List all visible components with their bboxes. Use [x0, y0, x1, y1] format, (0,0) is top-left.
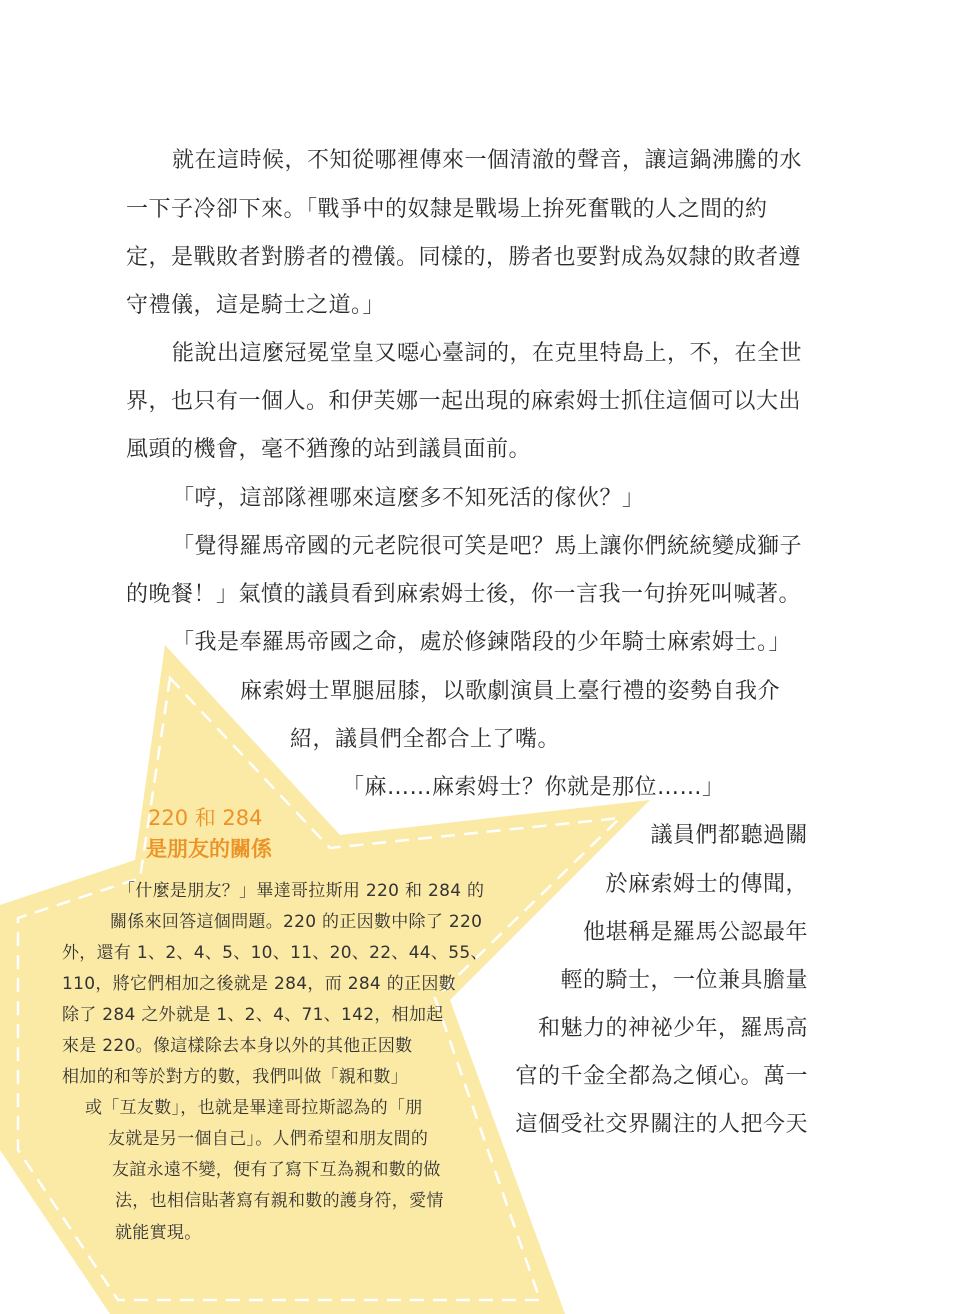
sidebar-text-line: 110，將它們相加之後就是 284，而 284 的正因數 — [62, 974, 456, 994]
sidebar-text-line: 「什麼是朋友？」畢達哥拉斯用 220 和 284 的 — [118, 881, 485, 901]
story-line: 界，也只有一個人。和伊芙娜一起出現的麻索姆士抓住這個可以大出 — [126, 389, 802, 414]
sidebar-text-line: 或「互友數」，也就是畢達哥拉斯認為的「朋 — [85, 1098, 423, 1118]
sidebar-text-line: 友誼永遠不變，便有了寫下互為親和數的做 — [112, 1160, 441, 1180]
story-line: 一下子冷卻下來。「戰爭中的奴隸是戰場上拚死奮戰的人之間的約 — [126, 197, 768, 222]
story-line: 和魅力的神祕少年，羅馬高 — [537, 1016, 808, 1041]
sidebar-text-line: 關係來回答這個問題。220 的正因數中除了 220 — [110, 912, 483, 932]
sidebar-text-line: 除了 284 之外就是 1、2、4、71、142，相加起 — [62, 1005, 444, 1025]
story-line: 就在這時候，不知從哪裡傳來一個清澈的聲音，讓這鍋沸騰的水 — [172, 148, 803, 173]
story-line: 議員們都聽過關 — [650, 823, 808, 848]
sidebar-text-line: 就能實現。 — [115, 1223, 202, 1243]
sidebar-text-line: 外，還有 1、2、4、5、10、11、20、22、44、55、 — [62, 943, 488, 963]
story-line: 「哼，這部隊裡哪來這麼多不知死活的傢伙？」 — [172, 486, 645, 511]
sidebar-text-line: 相加的和等於對方的數，我們叫做「親和數」 — [62, 1067, 408, 1087]
story-line: 他堪稱是羅馬公認最年 — [582, 920, 808, 945]
story-line: 麻索姆士單腿屈膝，以歌劇演員上臺行禮的姿勢自我介 — [240, 679, 781, 704]
story-line: 的晚餐！」氣憤的議員看到麻索姆士後，你一言我一句拚死叫喊著。 — [126, 582, 802, 607]
story-line: 這個受社交界關注的人把今天 — [515, 1112, 808, 1137]
story-line: 輕的騎士，一位兼具膽量 — [560, 968, 808, 993]
story-line: 「我是奉羅馬帝國之命，處於修鍊階段的少年騎士麻索姆士。」 — [172, 630, 792, 655]
sidebar-title-line2: 是朋友的關係 — [146, 837, 272, 861]
sidebar-text-line: 友就是另一個自己」。人們希望和朋友間的 — [108, 1129, 429, 1149]
story-line: 官的千金全都為之傾心。萬一 — [515, 1064, 808, 1089]
story-line: 於麻索姆士的傳聞， — [605, 872, 808, 897]
sidebar-text-line: 法，也相信貼著寫有親和數的護身符，愛情 — [115, 1191, 444, 1211]
sidebar-title-line1: 220 和 284 — [148, 806, 263, 830]
story-line: 「覺得羅馬帝國的元老院很可笑是吧？馬上讓你們統統變成獅子 — [172, 534, 803, 559]
story-line: 風頭的機會，毫不猶豫的站到議員面前。 — [126, 437, 532, 462]
story-line: 守禮儀，這是騎士之道。」 — [126, 293, 386, 318]
story-line: 能說出這麼冠冕堂皇又噁心臺詞的，在克里特島上，不，在全世 — [172, 341, 803, 366]
sidebar-text-line: 來是 220。像這樣除去本身以外的其他正因數 — [62, 1036, 413, 1056]
story-line: 定，是戰敗者對勝者的禮儀。同樣的，勝者也要對成為奴隸的敗者遵 — [126, 245, 802, 270]
story-line: 紹，議員們全都合上了嘴。 — [290, 727, 561, 752]
story-line: 「麻……麻索姆士？你就是那位……」 — [342, 775, 725, 800]
